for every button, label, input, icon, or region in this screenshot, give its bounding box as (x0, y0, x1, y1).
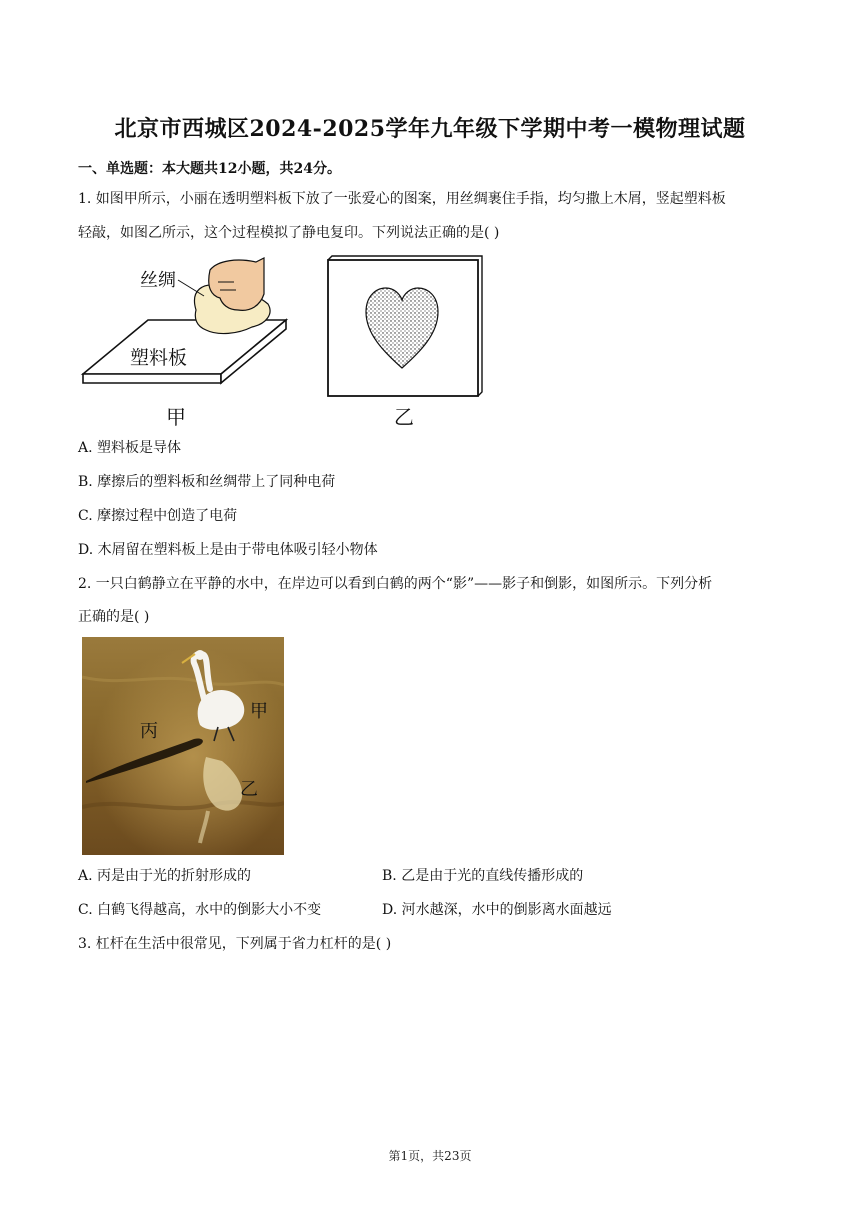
silk-label: 丝绸 (140, 270, 176, 291)
board-label: 塑料板 (130, 347, 188, 369)
label-bing: 丙 (140, 721, 158, 742)
q2-option-d: D. 河水越深，水中的倒影离水面越远 (382, 902, 612, 918)
label-jia: 甲 (250, 701, 268, 722)
q2-option-b: B. 乙是由于光的直线传播形成的 (382, 868, 584, 884)
q2-text-line-2: 正确的是( ) (78, 609, 150, 625)
q1-text-line-1: 1. 如图甲所示，小丽在透明塑料板下放了一张爱心的图案，用丝绸裹住手指，均匀撒上木屑，竖起塑料板 (78, 191, 726, 207)
q1-option-c: C. 摩擦过程中创造了电荷 (78, 508, 238, 524)
figure-caption-yi: 乙 (394, 405, 414, 429)
plastic-board-front (83, 374, 221, 383)
q1-option-b: B. 摩擦后的塑料板和丝绸带上了同种电荷 (78, 474, 336, 490)
q1-text-line-2: 轻敲，如图乙所示，这个过程模拟了静电复印。下列说法正确的是( ) (78, 225, 500, 241)
egret-photo (82, 637, 284, 855)
section-heading: 一、单选题：本大题共12小题，共24分。 (78, 161, 341, 177)
q2-text-line-1: 2. 一只白鹤静立在平静的水中，在岸边可以看到白鹤的两个“影”——影子和倒影，如图所示。下列分析 (78, 576, 713, 592)
q1-option-d: D. 木屑留在塑料板上是由于带电体吸引轻小物体 (78, 542, 378, 558)
page-footer: 第1页，共23页 (388, 1149, 472, 1163)
label-yi: 乙 (240, 779, 258, 800)
q1-option-a: A. 塑料板是导体 (78, 440, 182, 456)
page-title: 北京市西城区2024-2025学年九年级下学期中考一模物理试题 (114, 116, 746, 142)
q2-option-c: C. 白鹤飞得越高，水中的倒影大小不变 (78, 902, 322, 918)
q1-figure-jia (78, 252, 293, 432)
q2-option-a: A. 丙是由于光的折射形成的 (78, 868, 252, 884)
q1-figure-yi (322, 252, 487, 432)
figure-caption-jia: 甲 (166, 405, 186, 429)
q3-text-line-1: 3. 杠杆在生活中很常见，下列属于省力杠杆的是( ) (78, 936, 392, 952)
